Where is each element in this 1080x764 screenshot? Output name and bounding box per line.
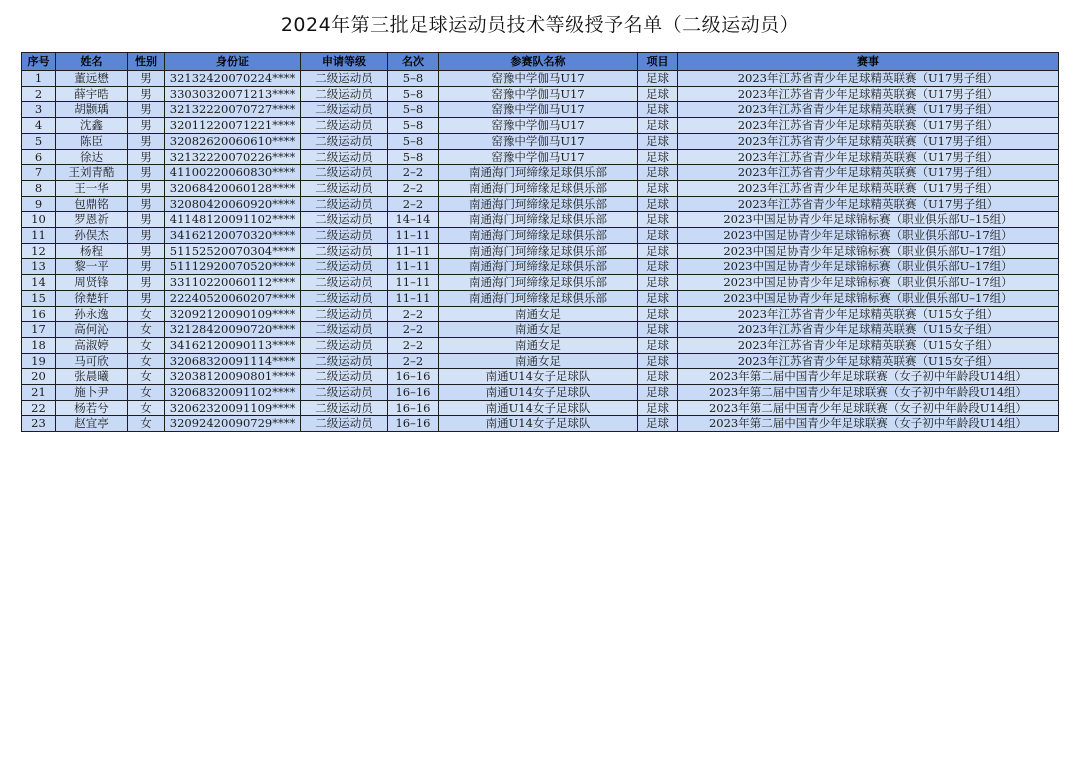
cell-sport: 足球 xyxy=(638,243,678,259)
cell-gender: 男 xyxy=(128,259,165,275)
cell-gender: 男 xyxy=(128,196,165,212)
table-row xyxy=(22,385,1059,401)
cell-grade: 二级运动员 xyxy=(301,306,388,322)
cell-sport: 足球 xyxy=(638,306,678,322)
cell-event: 2023年江苏省青少年足球精英联赛（U17男子组） xyxy=(678,149,1059,165)
cell-index: 15 xyxy=(22,290,56,306)
cell-name: 陈臣 xyxy=(56,133,128,149)
cell-gender: 男 xyxy=(128,228,165,244)
cell-id-number: 41148120091102**** xyxy=(165,212,301,228)
cell-rank: 16–16 xyxy=(388,416,439,432)
cell-rank: 5–8 xyxy=(388,118,439,134)
cell-name: 高淑婷 xyxy=(56,337,128,353)
cell-team: 南通女足 xyxy=(439,322,638,338)
cell-grade: 二级运动员 xyxy=(301,259,388,275)
cell-grade: 二级运动员 xyxy=(301,400,388,416)
table-row xyxy=(22,228,1059,244)
cell-id-number: 32068320091102**** xyxy=(165,385,301,401)
cell-sport: 足球 xyxy=(638,165,678,181)
table-row xyxy=(22,133,1059,149)
cell-gender: 男 xyxy=(128,71,165,87)
cell-index: 23 xyxy=(22,416,56,432)
cell-event: 2023年江苏省青少年足球精英联赛（U15女子组） xyxy=(678,337,1059,353)
cell-grade: 二级运动员 xyxy=(301,149,388,165)
cell-id-number: 41100220060830**** xyxy=(165,165,301,181)
cell-rank: 5–8 xyxy=(388,86,439,102)
cell-grade: 二级运动员 xyxy=(301,275,388,291)
cell-index: 8 xyxy=(22,180,56,196)
cell-id-number: 32068420060128**** xyxy=(165,180,301,196)
cell-team: 南通海门珂缔缘足球俱乐部 xyxy=(439,165,638,181)
cell-id-number: 34162120070320**** xyxy=(165,228,301,244)
table-row xyxy=(22,416,1059,432)
table-row xyxy=(22,259,1059,275)
cell-sport: 足球 xyxy=(638,290,678,306)
cell-gender: 女 xyxy=(128,322,165,338)
cell-sport: 足球 xyxy=(638,322,678,338)
cell-team: 南通海门珂缔缘足球俱乐部 xyxy=(439,180,638,196)
page-title: 2024年第三批足球运动员技术等级授予名单（二级运动员） xyxy=(280,14,800,36)
cell-id-number: 32128420090720**** xyxy=(165,322,301,338)
cell-id-number: 32132220070727**** xyxy=(165,102,301,118)
cell-gender: 男 xyxy=(128,165,165,181)
cell-id-number: 32082620060610**** xyxy=(165,133,301,149)
column-header-grade: 申请等级 xyxy=(301,53,388,71)
cell-grade: 二级运动员 xyxy=(301,322,388,338)
cell-team: 南通U14女子足球队 xyxy=(439,385,638,401)
cell-name: 孙俣杰 xyxy=(56,228,128,244)
cell-event: 2023年江苏省青少年足球精英联赛（U17男子组） xyxy=(678,118,1059,134)
cell-event: 2023年江苏省青少年足球精英联赛（U17男子组） xyxy=(678,102,1059,118)
cell-rank: 11–11 xyxy=(388,228,439,244)
column-header-sport: 项目 xyxy=(638,53,678,71)
cell-index: 21 xyxy=(22,385,56,401)
cell-event: 2023年江苏省青少年足球精英联赛（U17男子组） xyxy=(678,180,1059,196)
cell-name: 孙永逸 xyxy=(56,306,128,322)
cell-grade: 二级运动员 xyxy=(301,353,388,369)
table-row xyxy=(22,86,1059,102)
cell-team: 南通女足 xyxy=(439,353,638,369)
column-header-gender: 性别 xyxy=(128,53,165,71)
cell-grade: 二级运动员 xyxy=(301,290,388,306)
table-row xyxy=(22,290,1059,306)
table-header-row xyxy=(22,53,1059,71)
cell-gender: 男 xyxy=(128,180,165,196)
cell-grade: 二级运动员 xyxy=(301,196,388,212)
cell-grade: 二级运动员 xyxy=(301,337,388,353)
table-row xyxy=(22,71,1059,87)
table-row xyxy=(22,243,1059,259)
table-row xyxy=(22,149,1059,165)
cell-team: 南通U14女子足球队 xyxy=(439,369,638,385)
cell-team: 窑豫中学伽马U17 xyxy=(439,102,638,118)
cell-id-number: 32132420070224**** xyxy=(165,71,301,87)
cell-id-number: 32011220071221**** xyxy=(165,118,301,134)
cell-sport: 足球 xyxy=(638,228,678,244)
cell-index: 14 xyxy=(22,275,56,291)
cell-index: 3 xyxy=(22,102,56,118)
cell-gender: 女 xyxy=(128,416,165,432)
cell-id-number: 34162120090113**** xyxy=(165,337,301,353)
cell-sport: 足球 xyxy=(638,259,678,275)
cell-team: 窑豫中学伽马U17 xyxy=(439,86,638,102)
cell-gender: 男 xyxy=(128,275,165,291)
table-row xyxy=(22,275,1059,291)
cell-name: 徐楚轩 xyxy=(56,290,128,306)
table-row xyxy=(22,306,1059,322)
cell-team: 南通海门珂缔缘足球俱乐部 xyxy=(439,228,638,244)
cell-grade: 二级运动员 xyxy=(301,133,388,149)
cell-sport: 足球 xyxy=(638,275,678,291)
cell-event: 2023中国足协青少年足球锦标赛（职业俱乐部U–17组） xyxy=(678,243,1059,259)
cell-id-number: 51152520070304**** xyxy=(165,243,301,259)
cell-gender: 女 xyxy=(128,400,165,416)
cell-rank: 11–11 xyxy=(388,259,439,275)
cell-id-number: 33030320071213**** xyxy=(165,86,301,102)
cell-id-number: 33110220060112**** xyxy=(165,275,301,291)
cell-sport: 足球 xyxy=(638,369,678,385)
table-row xyxy=(22,400,1059,416)
cell-name: 高何沁 xyxy=(56,322,128,338)
cell-rank: 5–8 xyxy=(388,149,439,165)
cell-gender: 男 xyxy=(128,243,165,259)
cell-team: 南通女足 xyxy=(439,306,638,322)
cell-grade: 二级运动员 xyxy=(301,118,388,134)
cell-rank: 16–16 xyxy=(388,369,439,385)
table-row xyxy=(22,212,1059,228)
cell-index: 12 xyxy=(22,243,56,259)
table-row xyxy=(22,165,1059,181)
cell-team: 窑豫中学伽马U17 xyxy=(439,133,638,149)
cell-event: 2023年江苏省青少年足球精英联赛（U15女子组） xyxy=(678,353,1059,369)
cell-gender: 男 xyxy=(128,86,165,102)
cell-event: 2023中国足协青少年足球锦标赛（职业俱乐部U–15组） xyxy=(678,212,1059,228)
cell-event: 2023年江苏省青少年足球精英联赛（U15女子组） xyxy=(678,322,1059,338)
cell-index: 7 xyxy=(22,165,56,181)
cell-index: 16 xyxy=(22,306,56,322)
cell-team: 南通海门珂缔缘足球俱乐部 xyxy=(439,243,638,259)
cell-team: 南通U14女子足球队 xyxy=(439,416,638,432)
cell-grade: 二级运动员 xyxy=(301,212,388,228)
cell-name: 杨若兮 xyxy=(56,400,128,416)
cell-name: 董远懋 xyxy=(56,71,128,87)
cell-rank: 5–8 xyxy=(388,133,439,149)
cell-team: 窑豫中学伽马U17 xyxy=(439,118,638,134)
cell-gender: 男 xyxy=(128,212,165,228)
cell-grade: 二级运动员 xyxy=(301,165,388,181)
cell-team: 南通海门珂缔缘足球俱乐部 xyxy=(439,212,638,228)
cell-rank: 5–8 xyxy=(388,102,439,118)
cell-sport: 足球 xyxy=(638,180,678,196)
cell-name: 罗恩祈 xyxy=(56,212,128,228)
cell-event: 2023年江苏省青少年足球精英联赛（U17男子组） xyxy=(678,86,1059,102)
table-row xyxy=(22,322,1059,338)
cell-rank: 2–2 xyxy=(388,196,439,212)
cell-rank: 5–8 xyxy=(388,71,439,87)
cell-sport: 足球 xyxy=(638,196,678,212)
cell-grade: 二级运动员 xyxy=(301,180,388,196)
cell-rank: 2–2 xyxy=(388,322,439,338)
cell-id-number: 32068320091114**** xyxy=(165,353,301,369)
cell-index: 17 xyxy=(22,322,56,338)
cell-name: 施卜尹 xyxy=(56,385,128,401)
cell-id-number: 32038120090801**** xyxy=(165,369,301,385)
cell-rank: 11–11 xyxy=(388,290,439,306)
cell-name: 马可欣 xyxy=(56,353,128,369)
cell-grade: 二级运动员 xyxy=(301,369,388,385)
cell-rank: 14–14 xyxy=(388,212,439,228)
cell-id-number: 22240520060207**** xyxy=(165,290,301,306)
table-row xyxy=(22,196,1059,212)
cell-grade: 二级运动员 xyxy=(301,228,388,244)
cell-id-number: 32092420090729**** xyxy=(165,416,301,432)
cell-team: 窑豫中学伽马U17 xyxy=(439,149,638,165)
cell-gender: 男 xyxy=(128,133,165,149)
cell-gender: 女 xyxy=(128,353,165,369)
cell-sport: 足球 xyxy=(638,86,678,102)
cell-index: 20 xyxy=(22,369,56,385)
cell-rank: 16–16 xyxy=(388,400,439,416)
cell-event: 2023年第二届中国青少年足球联赛（女子初中年龄段U14组） xyxy=(678,400,1059,416)
cell-name: 胡颢瑀 xyxy=(56,102,128,118)
cell-sport: 足球 xyxy=(638,102,678,118)
cell-name: 赵宜亭 xyxy=(56,416,128,432)
cell-id-number: 32080420060920**** xyxy=(165,196,301,212)
cell-event: 2023年第二届中国青少年足球联赛（女子初中年龄段U14组） xyxy=(678,385,1059,401)
cell-index: 9 xyxy=(22,196,56,212)
column-header-index: 序号 xyxy=(22,53,56,71)
cell-name: 沈鑫 xyxy=(56,118,128,134)
cell-grade: 二级运动员 xyxy=(301,385,388,401)
cell-event: 2023中国足协青少年足球锦标赛（职业俱乐部U–17组） xyxy=(678,275,1059,291)
column-header-rank: 名次 xyxy=(388,53,439,71)
cell-gender: 女 xyxy=(128,369,165,385)
cell-event: 2023年江苏省青少年足球精英联赛（U17男子组） xyxy=(678,71,1059,87)
column-header-id-number: 身份证 xyxy=(165,53,301,71)
cell-rank: 2–2 xyxy=(388,353,439,369)
cell-index: 5 xyxy=(22,133,56,149)
cell-name: 王一华 xyxy=(56,180,128,196)
cell-team: 窑豫中学伽马U17 xyxy=(439,71,638,87)
cell-rank: 11–11 xyxy=(388,275,439,291)
table-row xyxy=(22,353,1059,369)
cell-grade: 二级运动员 xyxy=(301,86,388,102)
cell-team: 南通海门珂缔缘足球俱乐部 xyxy=(439,290,638,306)
roster-table xyxy=(21,52,1059,432)
cell-grade: 二级运动员 xyxy=(301,102,388,118)
cell-rank: 2–2 xyxy=(388,165,439,181)
cell-gender: 男 xyxy=(128,118,165,134)
cell-index: 2 xyxy=(22,86,56,102)
cell-id-number: 51112920070520**** xyxy=(165,259,301,275)
cell-name: 徐达 xyxy=(56,149,128,165)
cell-name: 杨程 xyxy=(56,243,128,259)
cell-event: 2023年江苏省青少年足球精英联赛（U17男子组） xyxy=(678,133,1059,149)
cell-gender: 女 xyxy=(128,306,165,322)
cell-gender: 男 xyxy=(128,290,165,306)
cell-index: 22 xyxy=(22,400,56,416)
cell-index: 11 xyxy=(22,228,56,244)
table-row xyxy=(22,102,1059,118)
cell-index: 18 xyxy=(22,337,56,353)
table-row xyxy=(22,118,1059,134)
column-header-team: 参赛队名称 xyxy=(439,53,638,71)
cell-rank: 2–2 xyxy=(388,180,439,196)
cell-name: 王刘青酷 xyxy=(56,165,128,181)
cell-index: 10 xyxy=(22,212,56,228)
cell-index: 19 xyxy=(22,353,56,369)
cell-gender: 男 xyxy=(128,102,165,118)
cell-rank: 2–2 xyxy=(388,306,439,322)
cell-index: 1 xyxy=(22,71,56,87)
cell-sport: 足球 xyxy=(638,212,678,228)
cell-sport: 足球 xyxy=(638,385,678,401)
cell-event: 2023年江苏省青少年足球精英联赛（U15女子组） xyxy=(678,306,1059,322)
cell-gender: 女 xyxy=(128,385,165,401)
cell-team: 南通U14女子足球队 xyxy=(439,400,638,416)
cell-id-number: 32062320091109**** xyxy=(165,400,301,416)
cell-event: 2023年第二届中国青少年足球联赛（女子初中年龄段U14组） xyxy=(678,416,1059,432)
cell-event: 2023年第二届中国青少年足球联赛（女子初中年龄段U14组） xyxy=(678,369,1059,385)
cell-id-number: 32092120090109**** xyxy=(165,306,301,322)
cell-index: 4 xyxy=(22,118,56,134)
table-row xyxy=(22,180,1059,196)
table-body xyxy=(22,71,1059,432)
cell-event: 2023中国足协青少年足球锦标赛（职业俱乐部U–17组） xyxy=(678,228,1059,244)
cell-sport: 足球 xyxy=(638,353,678,369)
cell-sport: 足球 xyxy=(638,71,678,87)
cell-grade: 二级运动员 xyxy=(301,416,388,432)
cell-event: 2023中国足协青少年足球锦标赛（职业俱乐部U–17组） xyxy=(678,259,1059,275)
cell-sport: 足球 xyxy=(638,416,678,432)
cell-rank: 2–2 xyxy=(388,337,439,353)
cell-team: 南通海门珂缔缘足球俱乐部 xyxy=(439,275,638,291)
cell-rank: 11–11 xyxy=(388,243,439,259)
cell-event: 2023中国足协青少年足球锦标赛（职业俱乐部U–17组） xyxy=(678,290,1059,306)
cell-sport: 足球 xyxy=(638,149,678,165)
cell-gender: 男 xyxy=(128,149,165,165)
cell-event: 2023年江苏省青少年足球精英联赛（U17男子组） xyxy=(678,196,1059,212)
cell-index: 6 xyxy=(22,149,56,165)
cell-team: 南通海门珂缔缘足球俱乐部 xyxy=(439,259,638,275)
cell-id-number: 32132220070226**** xyxy=(165,149,301,165)
column-header-name: 姓名 xyxy=(56,53,128,71)
cell-event: 2023年江苏省青少年足球精英联赛（U17男子组） xyxy=(678,165,1059,181)
cell-grade: 二级运动员 xyxy=(301,243,388,259)
cell-index: 13 xyxy=(22,259,56,275)
cell-name: 张晨曦 xyxy=(56,369,128,385)
cell-sport: 足球 xyxy=(638,400,678,416)
cell-team: 南通女足 xyxy=(439,337,638,353)
cell-grade: 二级运动员 xyxy=(301,71,388,87)
table-row xyxy=(22,369,1059,385)
cell-name: 黎一平 xyxy=(56,259,128,275)
cell-name: 包鼎铭 xyxy=(56,196,128,212)
cell-rank: 16–16 xyxy=(388,385,439,401)
cell-team: 南通海门珂缔缘足球俱乐部 xyxy=(439,196,638,212)
cell-sport: 足球 xyxy=(638,118,678,134)
cell-sport: 足球 xyxy=(638,133,678,149)
column-header-event: 赛事 xyxy=(678,53,1059,71)
cell-sport: 足球 xyxy=(638,337,678,353)
cell-gender: 女 xyxy=(128,337,165,353)
table-row xyxy=(22,337,1059,353)
cell-name: 周贤锋 xyxy=(56,275,128,291)
cell-name: 薛宇晧 xyxy=(56,86,128,102)
